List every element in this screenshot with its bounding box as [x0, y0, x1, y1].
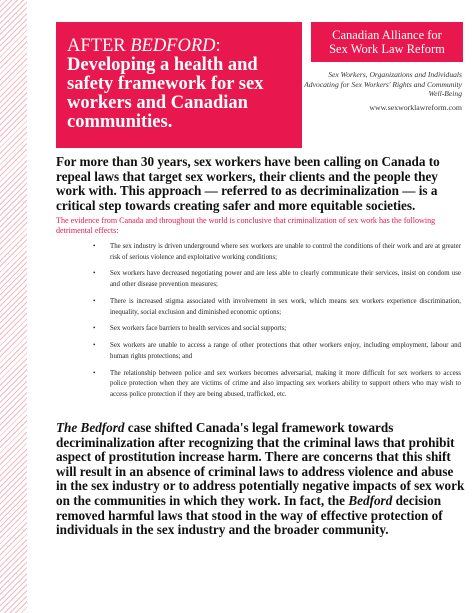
bedford-paragraph	[56, 421, 466, 538]
org-name-line-2: Sex Work Law Reform	[329, 42, 445, 56]
title-subtitle: Developing a health and safety framework for sex workers and Canadian communities.	[67, 55, 264, 132]
list-item: • Sex workers have decreased negotiating power and are less able to clearly communicate their services, insist on condom use and other disease prevention measures;	[105, 269, 461, 290]
title-bedford: BEDFORD	[130, 36, 216, 56]
bedford-text-2: decision removed harmful laws that stood in the way of effective protection of individuals in the sex industry and the broader community.	[56, 492, 443, 538]
org-name-box	[311, 22, 463, 62]
list-item: • The relationship between police and sex workers becomes adversarial, making it more difficult for sex workers to access police protection when they are victims of crime and also impacting sex workers ability to support others who may wish to access police protection if they are being abused, trafficked, etc.	[105, 369, 461, 401]
org-name-line-1: Canadian Alliance for	[332, 28, 442, 42]
list-item: • The sex industry is driven underground where sex workers are unable to control the conditions of their work and are at greater risk of serious violence and exploitative working conditions;	[105, 242, 461, 263]
title-colon: :	[215, 36, 221, 56]
list-item: • There is increased stigma associated with involvement in sex work, which means sex workers experience discrimination, inequality, social exclusion and diminished economic options;	[105, 297, 461, 318]
intro-paragraph: For more than 30 years, sex workers have been calling on Canada to repeal laws that target sex workers, their clients and the people they work with. This approach — referred to as decriminalization — is a critical step towards creating safer and more equitable societies.	[56, 154, 440, 213]
list-item: • Sex workers face barriers to health services and social supports;	[105, 324, 461, 335]
decorative-hatch-strip	[0, 0, 27, 613]
bedford-text-1: case shifted Canada's legal framework towards decriminalization after recognizing that the criminal laws that prohibit aspect of prostitution increase harm. There are concerns that this shift will result in an absence of criminal laws to address violence and abuse in the sex industry or to address potentially negative impacts of sex work on the communities in which they work. In fact, the	[56, 420, 465, 508]
bedford-italic-2: Bedford	[348, 492, 393, 508]
list-item: • Sex workers are unable to access a range of other protections that other workers enjoy, including employment, labour and human rights protections; and	[105, 341, 461, 362]
evidence-intro: The evidence from Canada and throughout the world is conclusive that criminalization of sex work has the following detrimental effects:	[56, 216, 436, 235]
title-banner	[56, 22, 302, 148]
bedford-italic-1: The Bedford	[56, 420, 125, 435]
title-prefix: AFTER	[67, 36, 131, 56]
effects-list	[105, 242, 461, 407]
title-line-1	[67, 37, 294, 56]
org-tagline: Sex Workers, Organizations and Individuals Advocating for Sex Workers' Rights and Community Well-Being	[304, 70, 462, 98]
org-url: www.sexworklawreform.com	[369, 103, 462, 112]
